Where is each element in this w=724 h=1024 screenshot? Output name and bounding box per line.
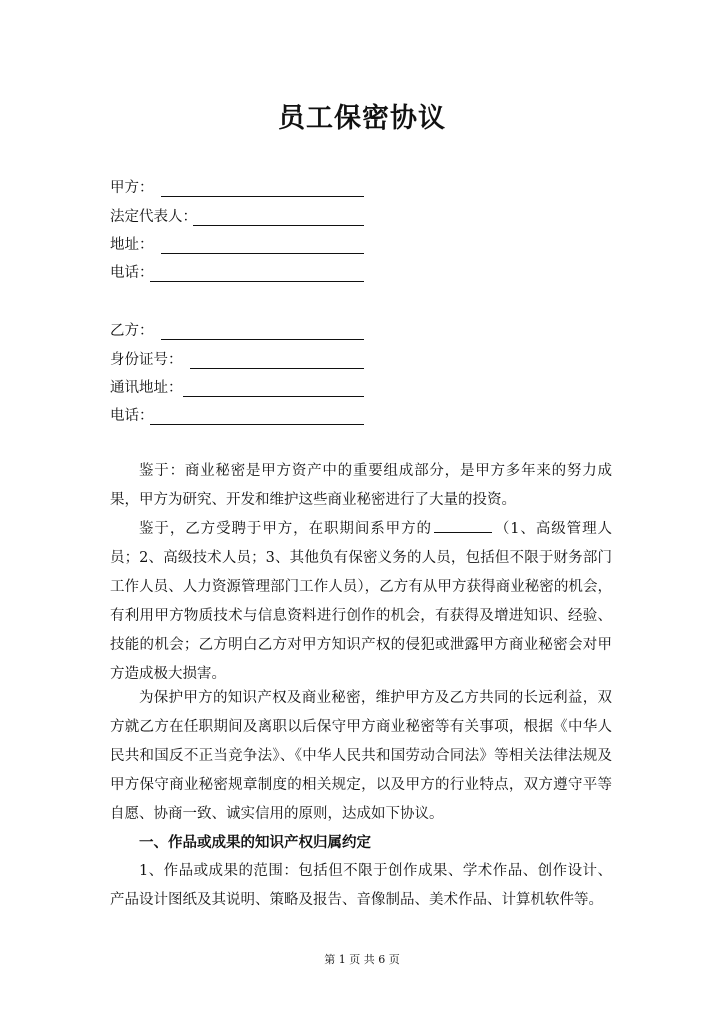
party-b-phone-label: 电话： [110, 408, 154, 424]
section-1-heading: 一、作品或成果的知识产权归属约定 [139, 835, 371, 851]
position-blank-line [434, 531, 492, 533]
party-b-address-label: 通讯地址： [110, 380, 183, 396]
party-b-blank-line [161, 339, 364, 340]
paragraph-recital-2 [110, 515, 612, 689]
paragraph-recital-3: 为保护甲方的知识产权及商业秘密，维护甲方及乙方共同的长远利益，双方就乙方在任职期间及离职以后保守甲方商业秘密等有关事项，根据《中华人民共和国反不正当竞争法》、《中华人民共和国劳动合同法》等相关法律法规及甲方保守商业秘密规章制度的相关规定，以及甲方的行业特点，双方遵守平等自愿、协商一致、诚实信用的原则，达成如下协议。 [110, 690, 612, 822]
section-1-item-1: 1、作品或成果的范围：包括但不限于创作成果、学术作品、创作设计、产品设计图纸及其说明、策略及报告、音像制品、美术作品、计算机软件等。 [110, 863, 612, 908]
id-number-blank-line [190, 368, 364, 369]
party-a-label: 甲方： [110, 180, 154, 196]
party-a-phone-blank-line [150, 281, 364, 282]
id-number-field [110, 349, 364, 371]
party-a-blank-line [161, 196, 364, 197]
party-a-address-field [110, 234, 364, 256]
party-b-phone-blank-line [150, 424, 364, 425]
paragraph-recital-1: 鉴于：商业秘密是甲方资产中的重要组成部分，是甲方多年来的努力成果，甲方为研究、开发和维护这些商业秘密进行了大量的投资。 [110, 463, 612, 508]
legal-representative-label: 法定代表人： [110, 209, 197, 225]
page-footer: 第 1 页 共 6 页 [324, 953, 400, 966]
document-title: 员工保密协议 [278, 103, 446, 134]
party-a-address-blank-line [161, 253, 364, 254]
party-a-phone-label: 电话： [110, 265, 154, 281]
legal-representative-blank-line [193, 225, 364, 226]
id-number-label: 身份证号： [110, 352, 183, 368]
party-b-address-field [110, 377, 364, 399]
party-b-phone-field [110, 405, 364, 427]
recital-2-text-before: 鉴于，乙方受聘于甲方，在职期间系甲方的 [139, 521, 432, 537]
party-b-label: 乙方： [110, 323, 154, 339]
party-b-field [110, 320, 364, 342]
party-b-address-blank-line [183, 396, 364, 397]
party-a-address-label: 地址： [110, 237, 154, 253]
party-a-phone-field [110, 262, 364, 284]
recital-2-text-after: （1、高级管理人员；2、高级技术人员；3、其他负有保密义务的人员，包括但不限于财务部门工作人员、人力资源管理部门工作人员），乙方有从甲方获得商业秘密的机会，有利用甲方物质技术与信息资料进行创作的机会，有获得及增进知识、经验、技能的机会；乙方明白乙方对甲方知识产权的侵犯或泄露甲方商业秘密会对甲方造成极大损害。 [110, 521, 613, 682]
party-a-field [110, 177, 364, 199]
legal-representative-field [110, 206, 364, 228]
